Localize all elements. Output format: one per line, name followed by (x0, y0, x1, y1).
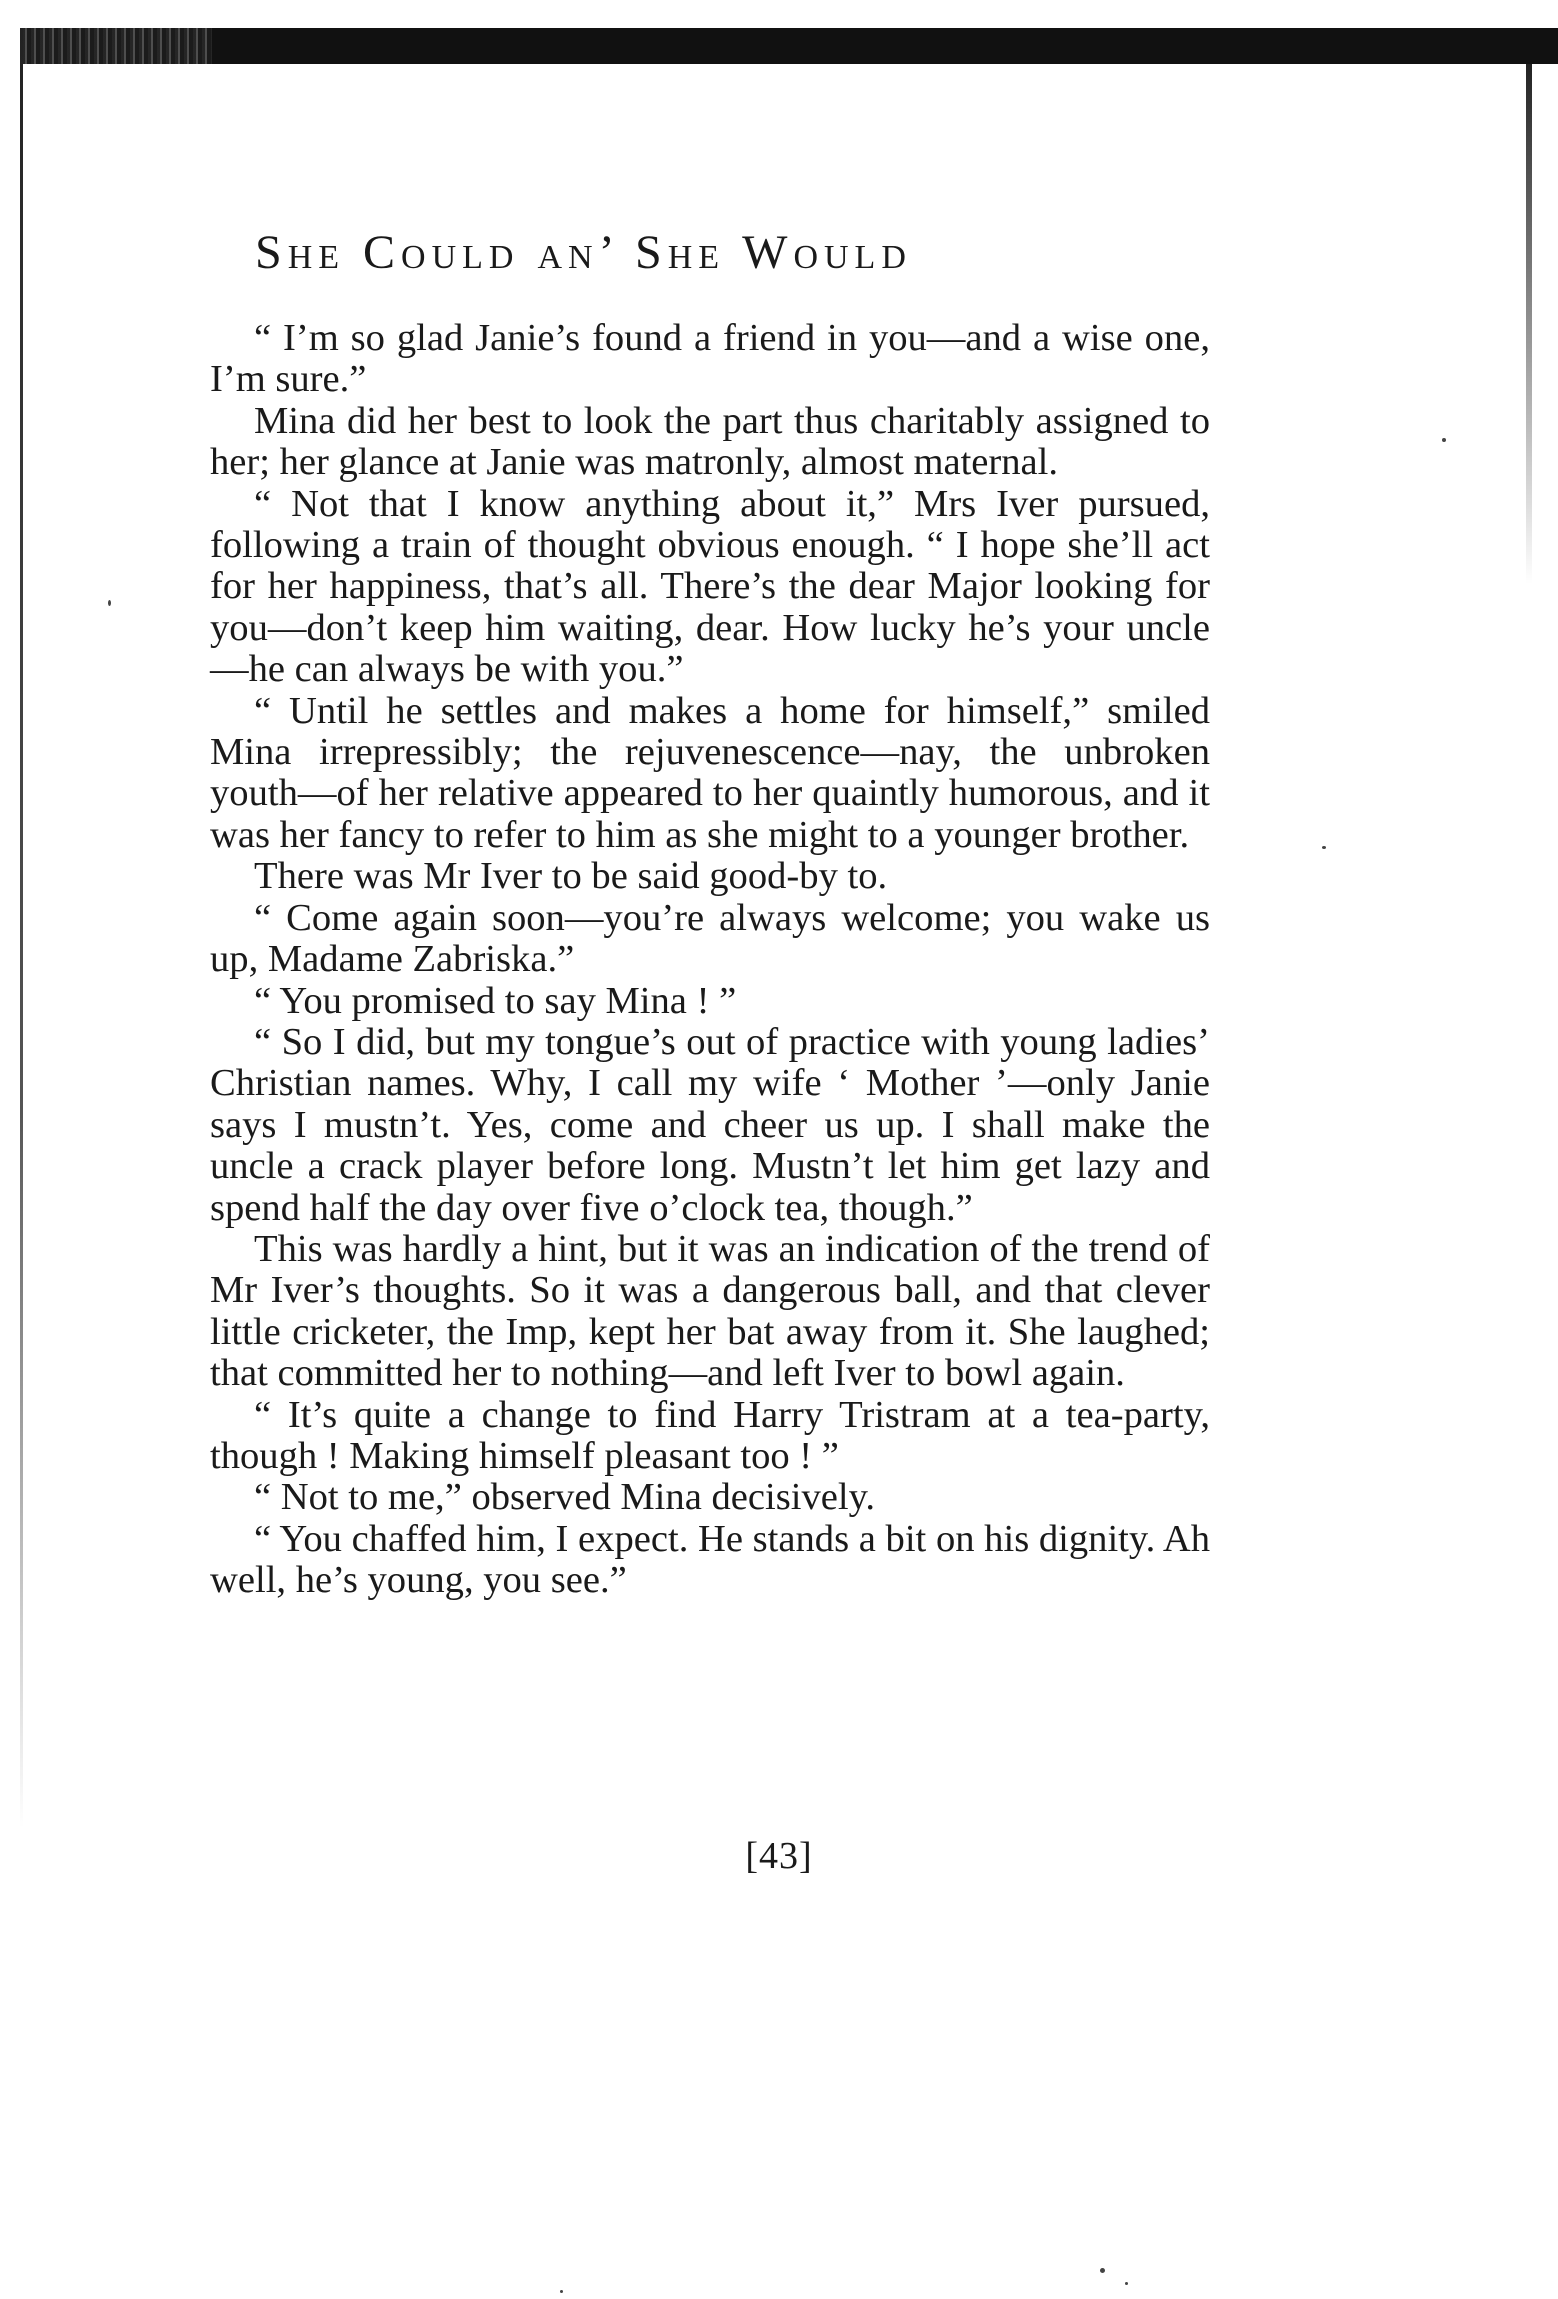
paragraph: “ You promised to say Mina ! ” (254, 979, 737, 1022)
paragraph: “ You chaffed him, I expect. He stands a bit on his dignity. Ah well, he’s young, you see.” (210, 1517, 1210, 1602)
running-head: She Could an’ She Would (255, 226, 912, 279)
scan-speck (1100, 2268, 1105, 2273)
scan-right-edge (1526, 64, 1532, 584)
paragraph: “ I’m so glad Janie’s found a friend in you—and a wise one, I’m sure.” (210, 317, 1210, 401)
paragraph: “ Until he settles and makes a home for himself,” smiled Mina irrepressibly; the rejuvenescence—nay, the unbroken youth—of her relative appeared to her quaintly humorous, and it was her fancy to refer to him as she might to a younger brother. (210, 689, 1210, 856)
scan-speck (560, 2290, 563, 2293)
paragraph: There was Mr Iver to be said good-by to. (254, 855, 888, 898)
page-number: [43] (745, 1835, 813, 1877)
paragraph: “ Come again soon—you’re always welcome; you wake us up, Madame Zabriska.” (210, 896, 1210, 981)
scan-speck (1125, 2282, 1128, 2285)
paragraph: This was hardly a hint, but it was an indication of the trend of Mr Iver’s thoughts. So it was a dangerous ball, and that clever little cricketer, the Imp, kept her bat away from it. She laughed; that committed her to nothing—and left Iver to bowl again. (210, 1227, 1210, 1395)
paragraph: “ Not to me,” observed Mina decisively. (254, 1476, 875, 1519)
paragraph: “ Not that I know anything about it,” Mrs Iver pursued, following a train of thought obvious enough. “ I hope she’ll act for her happiness, that’s all. There’s the dear Major looking for you—don’t keep him waiting, dear. How lucky he’s your uncle—he can always be with you.” (210, 482, 1210, 691)
paragraph: “ So I did, but my tongue’s out of practice with young ladies’ Christian names. Why, I call my wife ‘ Mother ’—only Janie says I mustn’t. Yes, come and cheer us up. I shall make the uncle a crack player before long. Mustn’t let him get lazy and spend half the day over five o’clock tea, though.” (210, 1020, 1210, 1229)
scan-speck (1322, 846, 1326, 849)
paragraph: Mina did her best to look the part thus charitably assigned to her; her glance at Janie was matronly, almost maternal. (210, 399, 1210, 484)
scan-left-edge (20, 28, 23, 1828)
scan-top-border (22, 28, 1558, 64)
body-text (210, 318, 1210, 1602)
paragraph: “ It’s quite a change to find Harry Tristram at a tea-party, though ! Making himself pleasant too ! ” (210, 1393, 1210, 1477)
scan-speck (108, 600, 111, 606)
scan-border-noise (22, 28, 212, 64)
scan-speck (1442, 438, 1446, 442)
